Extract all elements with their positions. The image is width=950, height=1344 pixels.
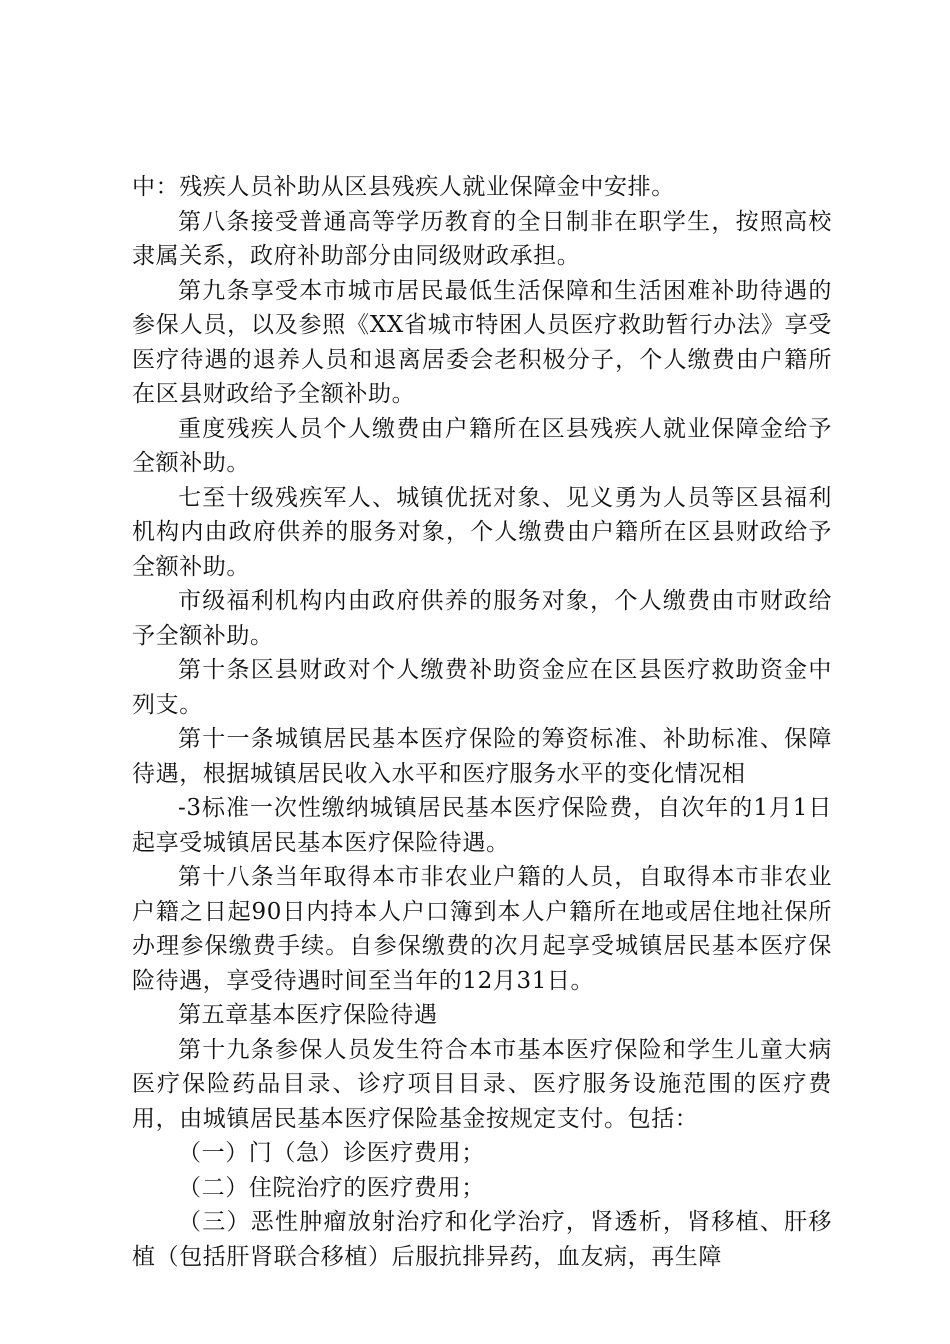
paragraph: 第九条享受本市城市居民最低生活保障和生活困难补助待遇的参保人员，以及参照《XX省城市特困人员医疗救助暂行办法》享受医疗待遇的退养人员和退离居委会老积极分子，个人缴费由户籍所在区县财政给予全额补助。 bbox=[132, 277, 832, 407]
list-item: （三）恶性肿瘤放射治疗和化学治疗，肾透析，肾移植、肝移植（包括肝肾联合移植）后服抗排异药，血友病，再生障 bbox=[132, 1209, 832, 1270]
paragraph: 中：残疾人员补助从区县残疾人就业保障金中安排。 bbox=[132, 174, 675, 200]
paragraph: 第十一条城镇居民基本医疗保险的筹资标准、补助标准、保障待遇，根据城镇居民收入水平和医疗服务水平的变化情况相 bbox=[132, 726, 832, 787]
paragraph: -3标准一次性缴纳城镇居民基本医疗保险费，自次年的1月1日起享受城镇居民基本医疗保险待遇。 bbox=[132, 795, 832, 856]
list-item: （二）住院治疗的医疗费用； bbox=[178, 1174, 485, 1201]
paragraph: 第十九条参保人员发生符合本市基本医疗保险和学生儿童大病医疗保险药品目录、诊疗项目目录、医疗服务设施范围的医疗费用，由城镇居民基本医疗保险基金按规定支付。包括： bbox=[132, 1036, 832, 1132]
paragraph: 市级福利机构内由政府供养的服务对象，个人缴费由市财政给予全额补助。 bbox=[132, 588, 832, 649]
paragraph: 重度残疾人员个人缴费由户籍所在区县残疾人就业保障金给予全额补助。 bbox=[132, 415, 832, 476]
list-item: （一）门（急）诊医疗费用； bbox=[178, 1140, 485, 1166]
chapter-heading: 第五章基本医疗保险待遇 bbox=[178, 1002, 438, 1028]
paragraph: 第十八条当年取得本市非农业户籍的人员，自取得本市非农业户籍之日起90日内持本人户口簿到本人户籍所在地或居住地社保所办理参保缴费手续。自参保缴费的次月起享受城镇居民基本医疗保险待遇，享受待遇时间至当年的12月31日。 bbox=[132, 864, 832, 994]
paragraph: 七至十级残疾军人、城镇优抚对象、见义勇为人员等区县福利机构内由政府供养的服务对象，个人缴费由户籍所在区县财政给予全额补助。 bbox=[132, 484, 832, 580]
paragraph: 第十条区县财政对个人缴费补助资金应在区县医疗救助资金中列支。 bbox=[132, 657, 832, 718]
document-body bbox=[132, 170, 832, 1274]
paragraph: 第八条接受普通高等学历教育的全日制非在职学生，按照高校隶属关系，政府补助部分由同级财政承担。 bbox=[132, 208, 832, 269]
